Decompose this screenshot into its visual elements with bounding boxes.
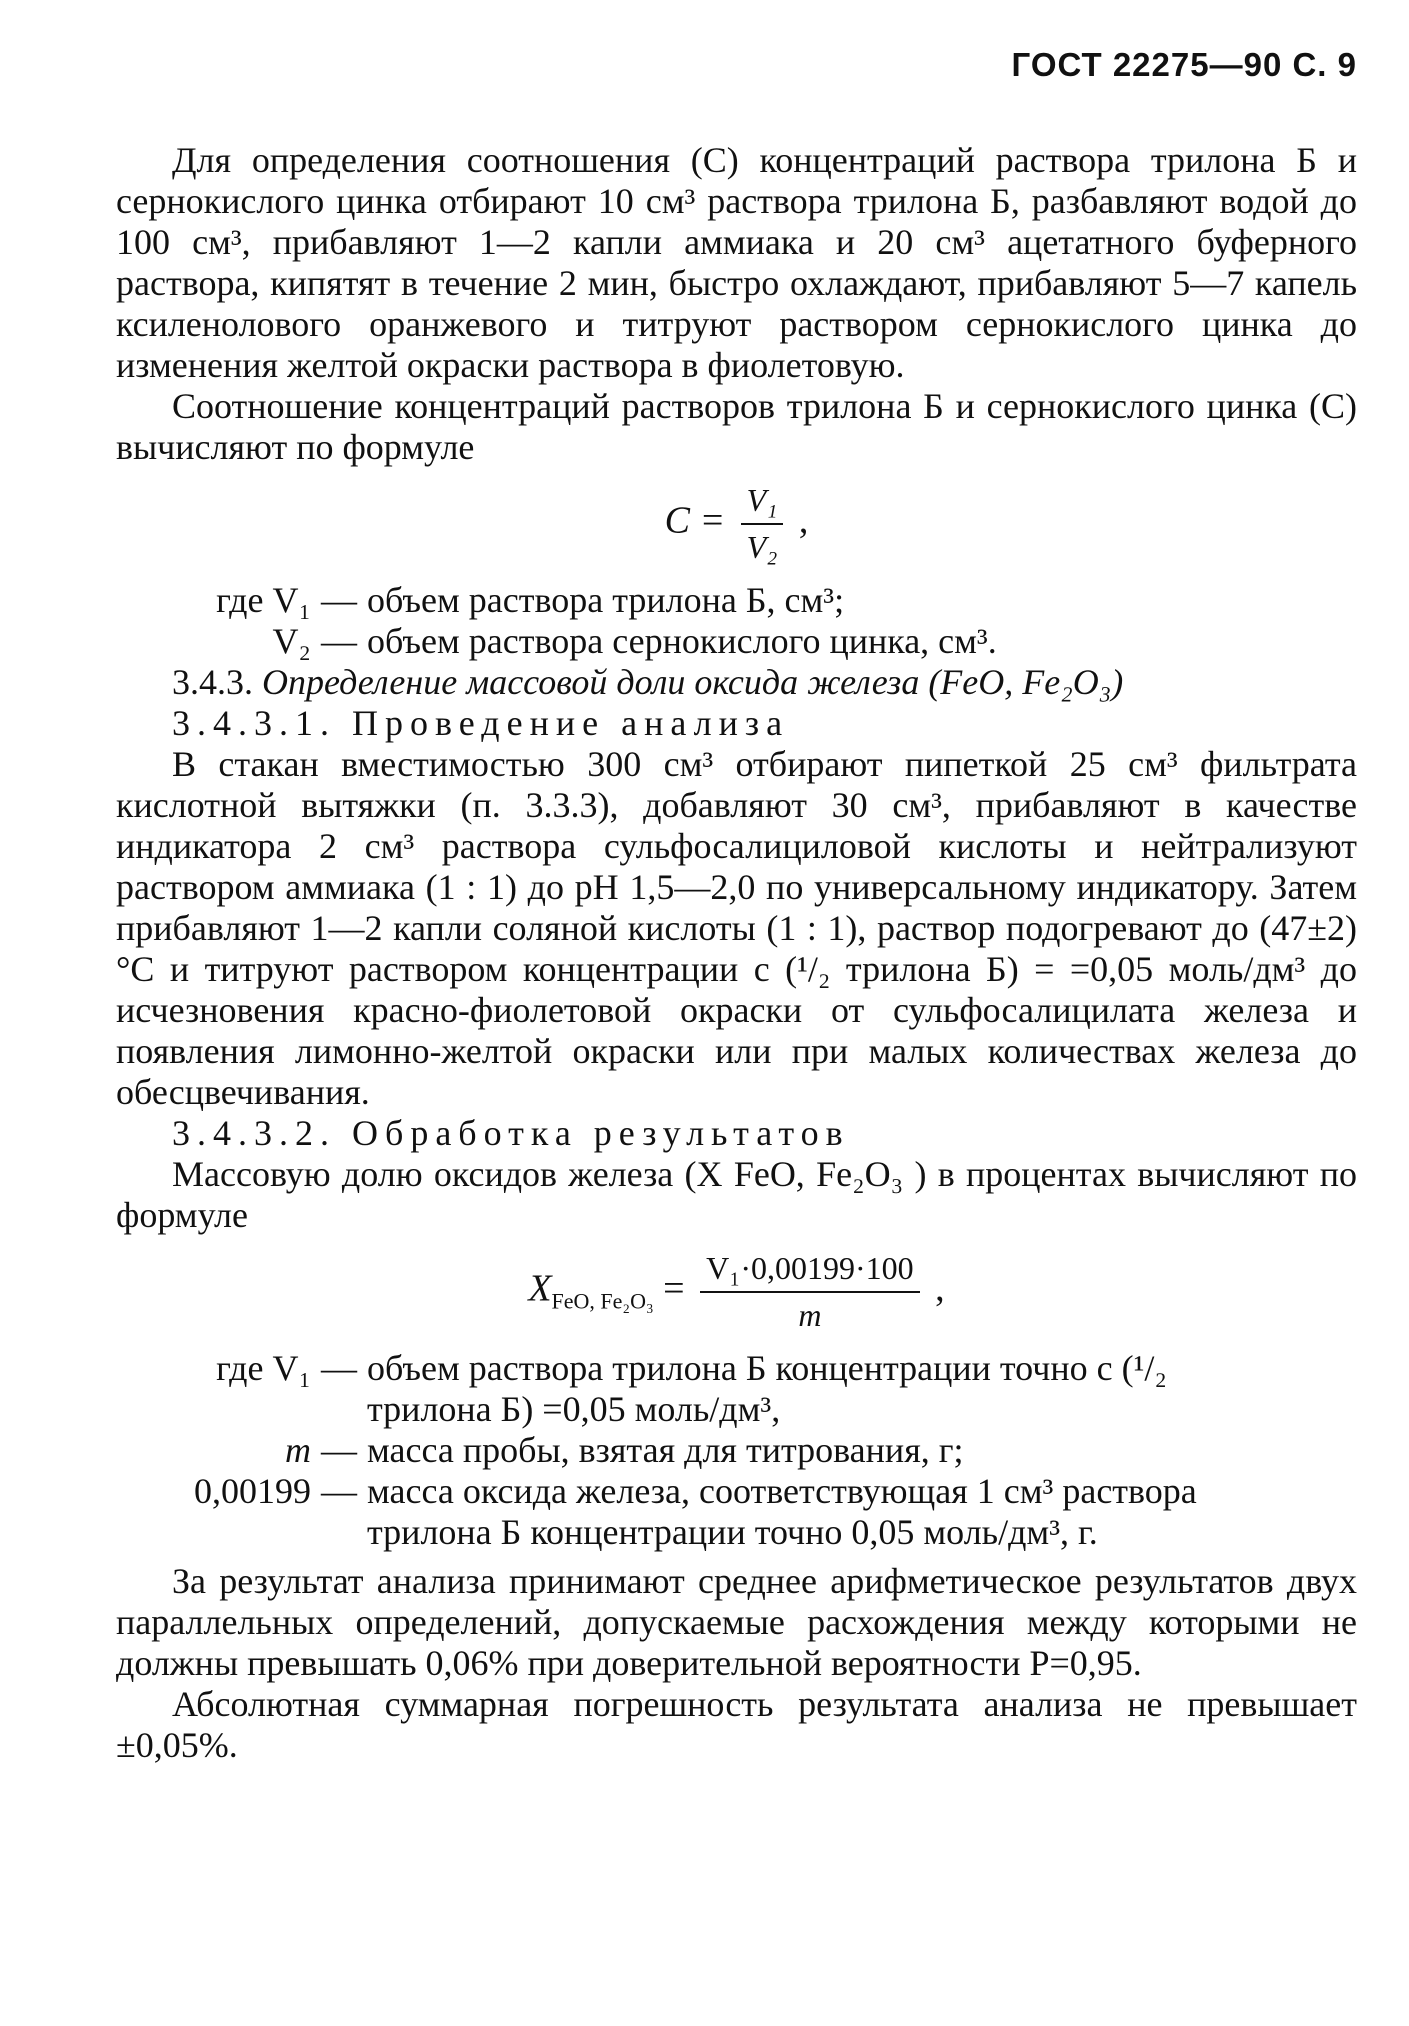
formula-ratio-lhs: C = <box>664 499 726 542</box>
definition-row-continuation <box>116 1512 1357 1553</box>
page-header: ГОСТ 22275—90 С. 9 <box>1011 46 1357 83</box>
definition-symbol: где V₁ <box>216 580 311 620</box>
paragraph-result-averaging: За результат анализа принимают среднее арифметическое результатов двух параллельных определений, допускаемые расхождения между которыми не должны превышать 0,06% при доверительной вероятности Р=0,95. <box>116 1561 1357 1683</box>
definition-symbol: V₂ <box>272 621 311 661</box>
formula-ratio-denominator: V₂ <box>746 529 778 565</box>
definition-text: объем раствора сернокислого цинка, см³. <box>367 621 997 661</box>
formula-mass-fraction <box>116 1250 1357 1334</box>
formula-mass-numerator: V₁·0,00199·100 <box>700 1250 920 1293</box>
formula-mass-lhs: X <box>528 1267 552 1310</box>
definition-row-continuation <box>116 1389 1357 1430</box>
definition-row <box>116 1348 1357 1389</box>
definition-dash: — <box>321 1430 357 1470</box>
definition-symbol: m <box>285 1430 311 1470</box>
definition-text-continuation: трилона Б концентрации точно 0,05 моль/дм³, г. <box>367 1512 1098 1552</box>
definition-text: объем раствора трилона Б концентрации точно с (¹/₂ <box>367 1348 1167 1388</box>
paragraph-absolute-error: Абсолютная суммарная погрешность результата анализа не превышает ±0,05%. <box>116 1684 1357 1765</box>
formula-mass-lhs-subscript: FeO, Fe₂O₃ <box>551 1288 654 1314</box>
formula-ratio <box>116 482 1357 566</box>
formula-mass-equals: = <box>663 1267 685 1310</box>
section-heading-3-4-3-2: 3.4.3.2. Обработка результатов <box>172 1113 850 1153</box>
definition-symbol: 0,00199 <box>194 1471 311 1511</box>
section-heading-3-4-3 <box>116 662 1357 703</box>
paragraph-analysis-procedure: В стакан вместимостью 300 см³ отбирают пипеткой 25 см³ фильтрата кислотной вытяжки (п. 3.3.3), добавляют 30 см³, прибавляют в качестве индикатора 2 см³ раствора сульфосалициловой кислоты и нейтрализуют раствором аммиака (1 : 1) до pH 1,5—2,0 по универсальному индикатору. Затем прибавляют 1—2 капли соляной кислоты (1 : 1), раствор подогревают до (47±2)°С и титруют раствором концентрации с (¹/₂ трилона Б) = =0,05 моль/дм³ до исчезновения красно-фиолетовой окраски от сульфосалицилата железа и появления лимонно-желтой окраски или при малых количествах железа до обесцвечивания. <box>116 744 1357 1112</box>
paragraph-mass-fraction-intro: Массовую долю оксидов железа (X FeO, Fe₂O₃ ) в процентах вычисляют по формуле <box>116 1154 1357 1235</box>
section-heading-3-4-3-1: 3.4.3.1. Проведение анализа <box>172 703 790 743</box>
definition-row <box>116 621 1357 662</box>
definition-text: объем раствора трилона Б, см³; <box>367 580 845 620</box>
paragraph-ratio-method: Для определения соотношения (С) концентраций раствора трилона Б и сернокислого цинка отбирают 10 см³ раствора трилона Б, разбавляют водой до 100 см³, прибавляют 1—2 капли аммиака и 20 см³ ацетатного буферного раствора, кипятят в течение 2 мин, быстро охлаждают, прибавляют 5—7 капель ксиленолового оранжевого и титруют раствором сернокислого цинка до изменения желтой окраски раствора в фиолетовую. <box>116 140 1357 385</box>
formula-mass-tail: , <box>935 1267 945 1310</box>
definition-row <box>116 580 1357 621</box>
definitions-ratio <box>116 580 1357 662</box>
definition-dash: — <box>321 1348 357 1388</box>
section-number: 3.4.3. <box>172 662 253 702</box>
definition-text: масса оксида железа, соответствующая 1 см³ раствора <box>367 1471 1197 1511</box>
definition-text: масса пробы, взятая для титрования, г; <box>367 1430 964 1470</box>
formula-mass-fraction-bar <box>700 1250 920 1334</box>
page-content <box>116 140 1357 1766</box>
definition-dash: — <box>321 621 357 661</box>
definition-row <box>116 1430 1357 1471</box>
formula-ratio-fraction <box>741 482 784 566</box>
definition-dash: — <box>321 1471 357 1511</box>
paragraph-ratio-formula-intro: Соотношение концентраций растворов трилона Б и сернокислого цинка (С) вычисляют по формуле <box>116 386 1357 467</box>
formula-ratio-tail: , <box>798 499 809 542</box>
definition-text-continuation: трилона Б) =0,05 моль/дм³, <box>367 1389 781 1429</box>
section-title: Определение массовой доли оксида железа (FeO, Fe₂O₃) <box>262 662 1124 702</box>
definition-row <box>116 1471 1357 1512</box>
formula-ratio-numerator: V₁ <box>741 482 784 525</box>
definitions-mass <box>116 1348 1357 1553</box>
definition-symbol: где V₁ <box>216 1348 311 1388</box>
definition-dash: — <box>321 580 357 620</box>
formula-mass-denominator: m <box>798 1297 822 1333</box>
